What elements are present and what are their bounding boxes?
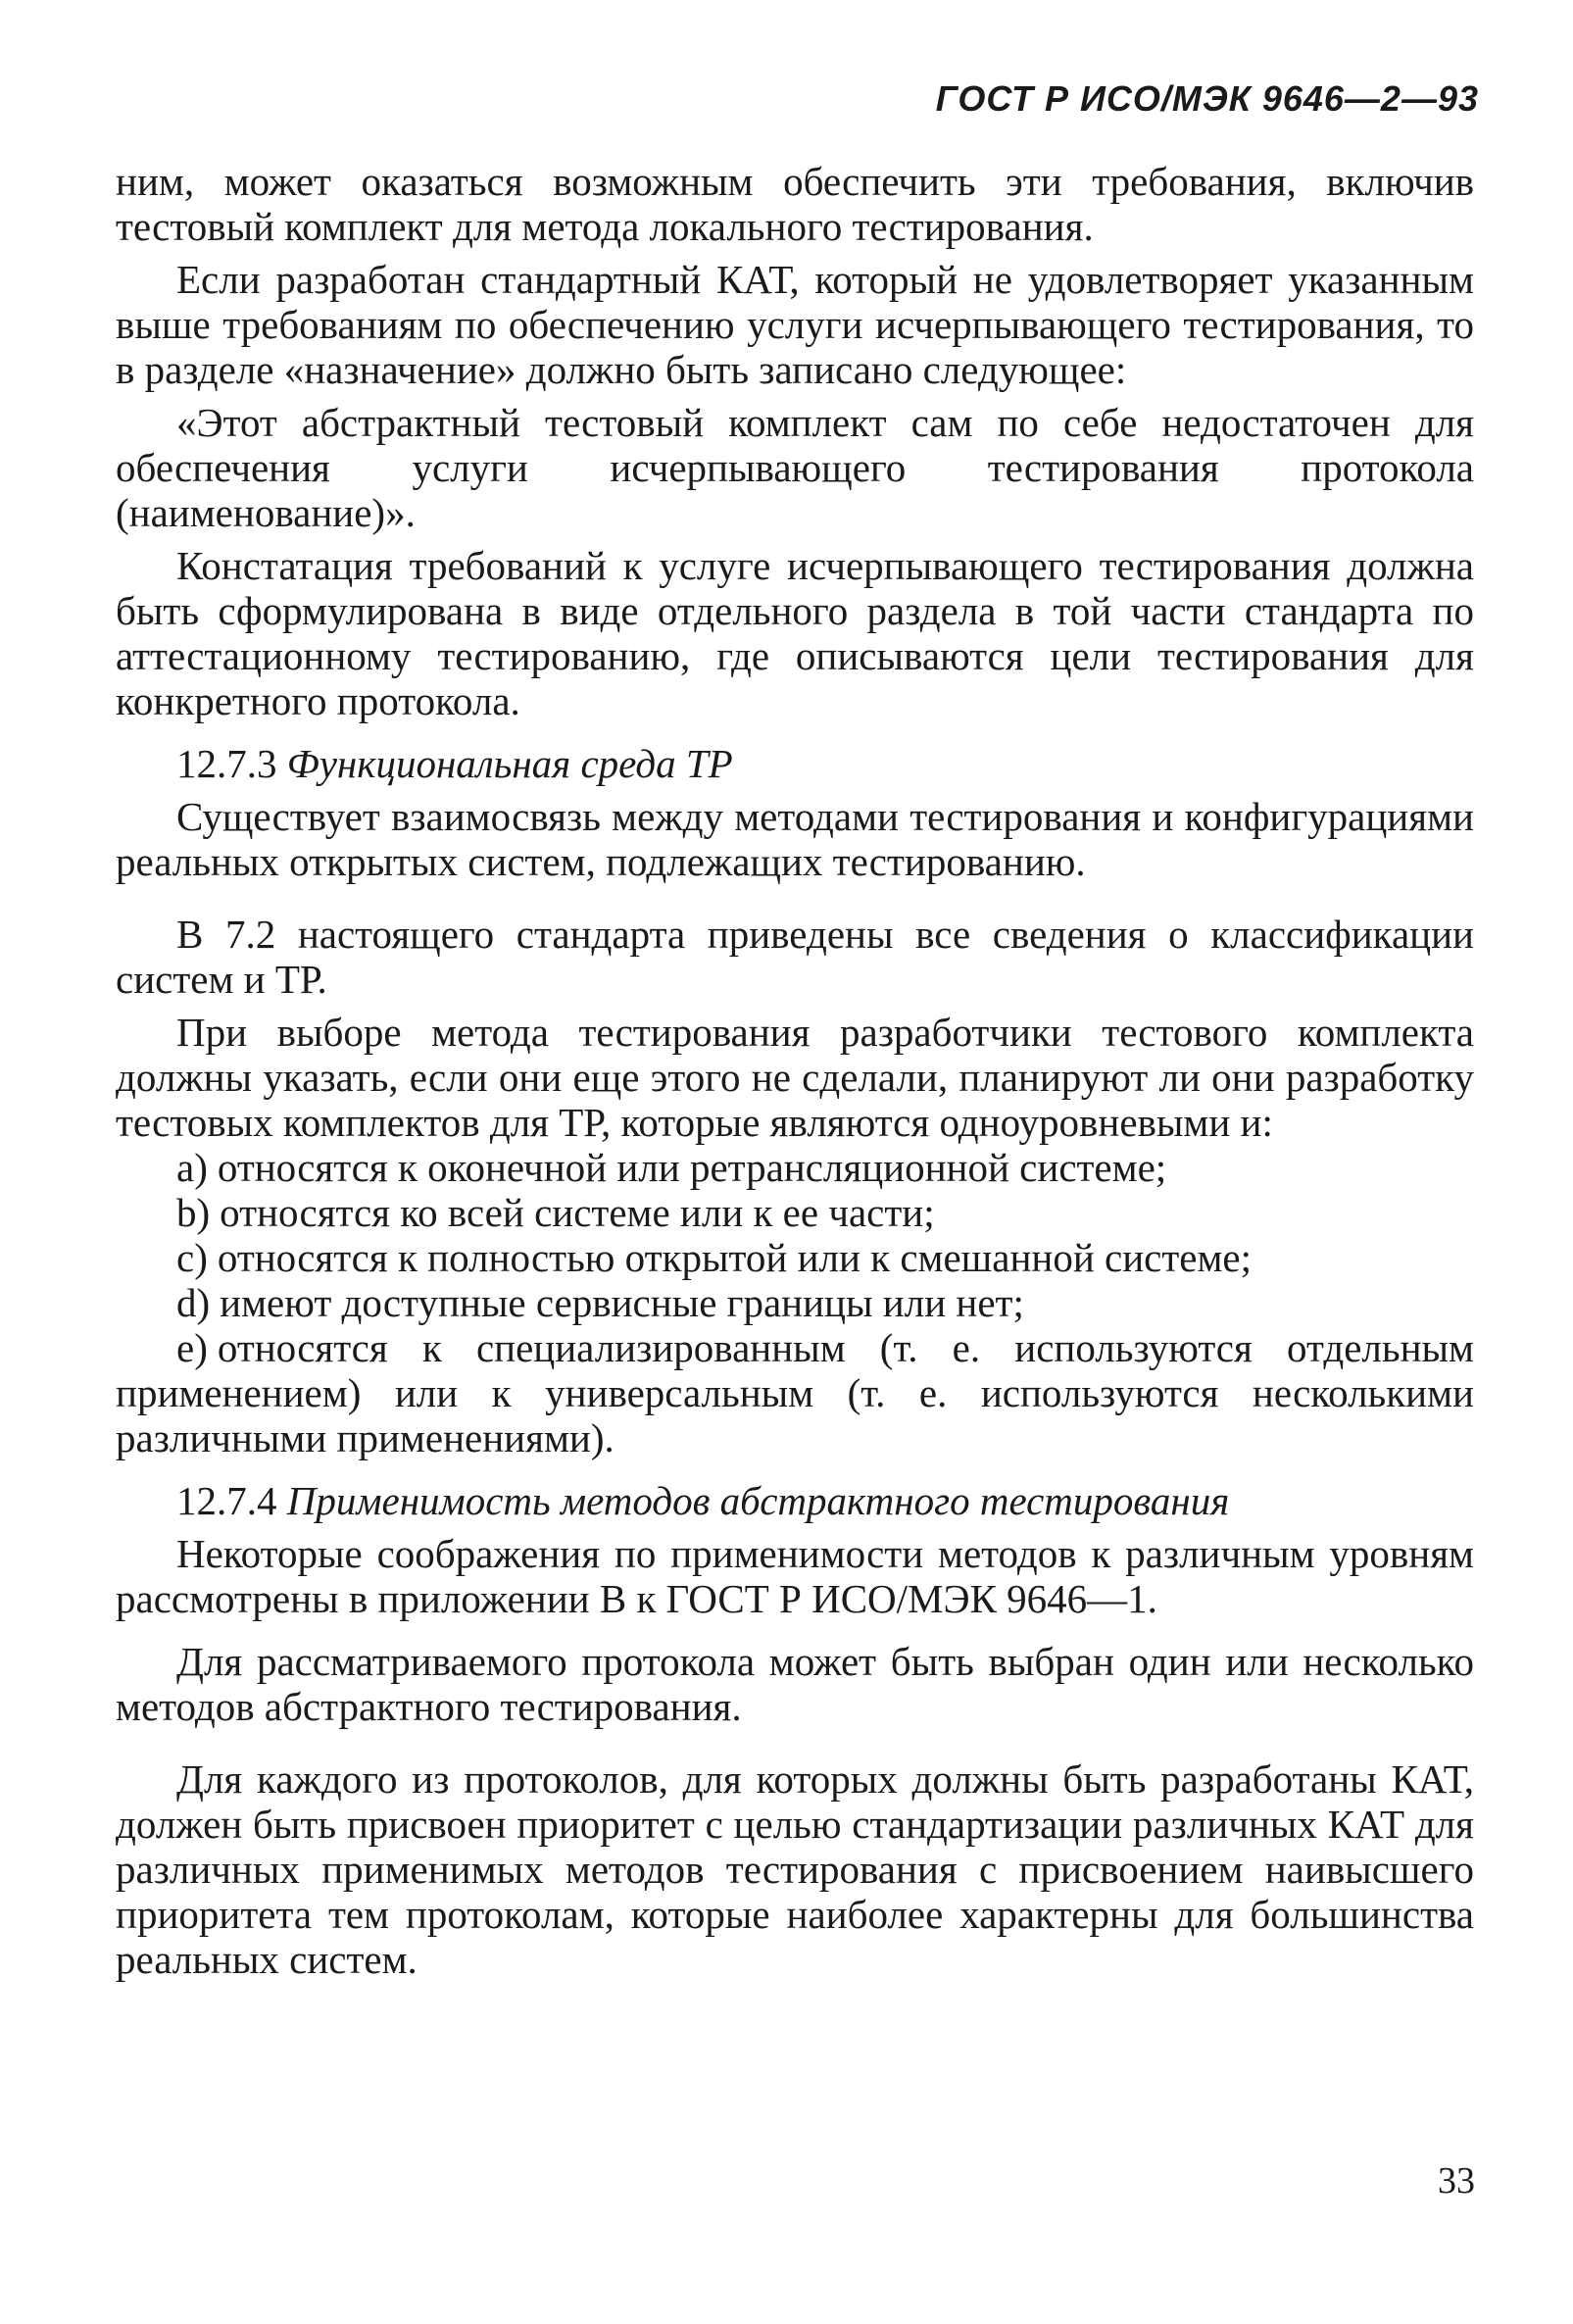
list-text: относятся к оконечной или ретрансляционной системе; [217, 1145, 1167, 1190]
paragraph-method-choice: При выборе метода тестирования разработчики тестового комплекта должны указать, если они еще этого не сделали, планируют ли они разработку тестовых комплектов для ТР, которые являются одноуровневыми и: [116, 1010, 1474, 1145]
section-title: Функциональная среда ТР [286, 741, 733, 786]
list-item-d [116, 1280, 1474, 1325]
list-marker: b) [176, 1190, 211, 1235]
paragraph-classification: В 7.2 настоящего стандарта приведены все сведения о классификации систем и ТР. [116, 912, 1474, 1002]
paragraph-priority: Для каждого из протоколов, для которых должны быть разработаны КАТ, должен быть присвоен приоритет с целью стандартизации различных КАТ для различных применимых методов тестирования с присвоением наивысшего приоритета тем протоколам, которые наиболее характерны для большинства реальных систем. [116, 1756, 1474, 1982]
paragraph-considerations: Некоторые соображения по применимости методов к различным уровням рассмотрены в приложении В к ГОСТ Р ИСО/МЭК 9646—1. [116, 1531, 1474, 1621]
paragraph-method-selection: Для рассматриваемого протокола может быть выбран один или несколько методов абстрактного тестирования. [116, 1639, 1474, 1729]
list-text: имеют доступные сервисные границы или нет; [220, 1280, 1024, 1325]
list-marker: c) [176, 1235, 208, 1280]
page-number: 33 [1438, 2160, 1475, 2201]
paragraph-statement: Констатация требований к услуге исчерпывающего тестирования должна быть сформулирована в виде отдельного раздела в той части стандарта по аттестационному тестированию, где описываются цели тестирования для конкретного протокола. [116, 543, 1474, 723]
section-title: Применимость методов абстрактного тестирования [286, 1478, 1230, 1523]
list-item-c [116, 1235, 1474, 1280]
section-number: 12.7.4 [176, 1478, 277, 1523]
list-item-e [116, 1325, 1474, 1460]
section-heading-12-7-4 [116, 1478, 1474, 1523]
paragraph-relationship: Существует взаимосвязь между методами тестирования и конфигурациями реальных открытых систем, подлежащих тестированию. [116, 794, 1474, 884]
section-number: 12.7.3 [176, 741, 277, 786]
paragraph-quote: «Этот абстрактный тестовый комплект сам по себе недостаточен для обеспечения услуги исчерпывающего тестирования протокола (наименование)». [116, 400, 1474, 535]
list-text: относятся к специализированным (т. е. используются отдельным применением) или к универсальным (т. е. используются несколькими различными применениями). [116, 1325, 1474, 1460]
paragraph-kat-requirement: Если разработан стандартный КАТ, который не удовлетворяет указанным выше требованиям по обеспечению услуги исчерпывающего тестирования, то в разделе «назначение» должно быть записано следующее: [116, 257, 1474, 392]
list-text: относятся ко всей системе или к ее части; [220, 1190, 935, 1235]
list-marker: d) [176, 1280, 211, 1325]
list-marker: a) [176, 1145, 208, 1190]
document-header: ГОСТ Р ИСО/МЭК 9646—2—93 [935, 78, 1479, 119]
section-heading-12-7-3 [116, 741, 1474, 786]
list-marker: e) [176, 1325, 208, 1370]
list-item-a [116, 1145, 1474, 1190]
page-body [116, 159, 1474, 1982]
list-text: относятся к полностью открытой или к смешанной системе; [217, 1235, 1253, 1280]
paragraph-continuation: ним, может оказаться возможным обеспечить эти требования, включив тестовый комплект для метода локального тестирования. [116, 159, 1474, 249]
list-item-b [116, 1190, 1474, 1235]
